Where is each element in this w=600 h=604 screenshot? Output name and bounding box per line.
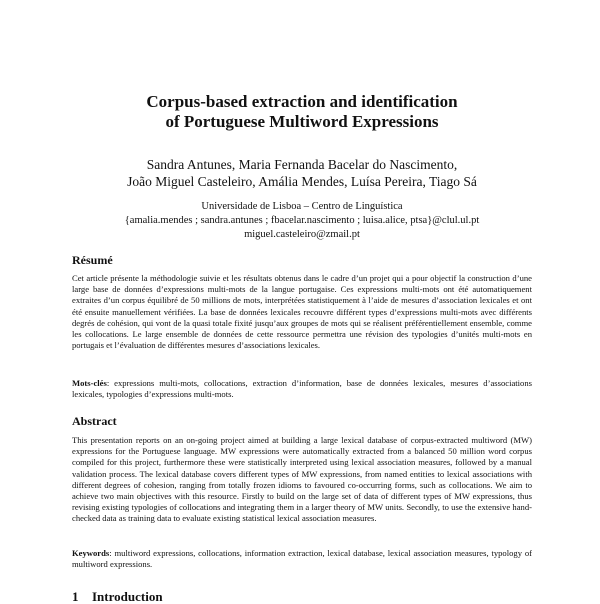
- authors-line-1: Sandra Antunes, Maria Fernanda Bacelar do Nascimento,: [146, 157, 458, 172]
- introduction-number: 1: [72, 589, 79, 604]
- resume-keywords-label: Mots-clés: [72, 378, 107, 388]
- emails-line-1: {amalia.mendes ; sandra.antunes ; fbacelar.nascimento ; luisa.alice, ptsa}@clul.ul.pt: [124, 215, 480, 226]
- resume-text: Cet article présente la méthodologie suivie et les résultats obtenus dans le cadre d’un projet qui a pour objectif la construction d’une large base de données d’expressions multi-mots de la langue portugaise. Ces expressions multi-mots ont été automatiquement extraites d’un corpus équilibré de 50 millions de mots, interprétées statistiquement à l’aide de mesures d’association lexicales et ont été ensuite manuellement vérifiées. La base de données lexicales recouvre différent types d’expressions multi-mots avec différents degrés de cohésion, qui vont de la quasi totale fixité jusqu’aux groupes de mots qui se réalisent préférentiellement ensemble, comme les collocations. Le large ensemble de données de cette ressource permettra une révision des typologies d’unités multi-mots en portugais et l’évaluation de différentes mesures d’associations lexicales.: [72, 273, 532, 351]
- abstract-keywords-label: Keywords: [72, 548, 110, 558]
- author-list: [72, 156, 532, 190]
- introduction-heading: [72, 589, 163, 604]
- title-line-1: Corpus-based extraction and identification: [146, 92, 458, 111]
- affiliation-block: [72, 200, 532, 242]
- paper-title: [72, 92, 532, 132]
- introduction-title: Introduction: [92, 589, 163, 604]
- abstract-text: This presentation reports on an on-going project aimed at building a large lexical database of corpus-extracted multiword (MW) expressions for the Portuguese language. MW expressions were automatically extracted from a balanced 50 million word corpus compiled for this project, furthermore these were statistically interpreted using lexical association measures, followed by a manual validation process. The lexical database covers different types of MW expressions, from named entities to lexical associations with different degrees of cohesion, ranging from totally frozen idioms to favoured co-occurring forms, such as collocations. We aim to achieve two main objectives with this resource. Firstly to build on the large set of data of different types of MW expressions, thus revising existing typologies of collocations and integrating them in a larger theory of MW units. Secondly, to use the extensive hand-checked data as training data to evaluate existing statistical lexical association measures.: [72, 435, 532, 524]
- abstract-keywords-text: : multiword expressions, collocations, information extraction, lexical database, lexical association measures, typology of multiword expressions.: [72, 548, 532, 570]
- affiliation: Universidade de Lisboa – Centro de Linguística: [201, 201, 403, 212]
- resume-keywords: [72, 378, 532, 400]
- authors-line-2: João Miguel Casteleiro, Amália Mendes, Luísa Pereira, Tiago Sá: [127, 174, 477, 189]
- title-line-2: of Portuguese Multiword Expressions: [165, 112, 439, 131]
- emails-line-2: miguel.casteleiro@zmail.pt: [244, 229, 360, 240]
- resume-heading: Résumé: [72, 253, 113, 267]
- paper-page: [72, 0, 532, 604]
- abstract-heading: Abstract: [72, 414, 117, 428]
- abstract-keywords: [72, 548, 532, 570]
- resume-keywords-text: : expressions multi-mots, collocations, extraction d’information, base de données lexicales, mesures d’associations lexicales, typologies d’expressions multi-mots.: [72, 378, 532, 400]
